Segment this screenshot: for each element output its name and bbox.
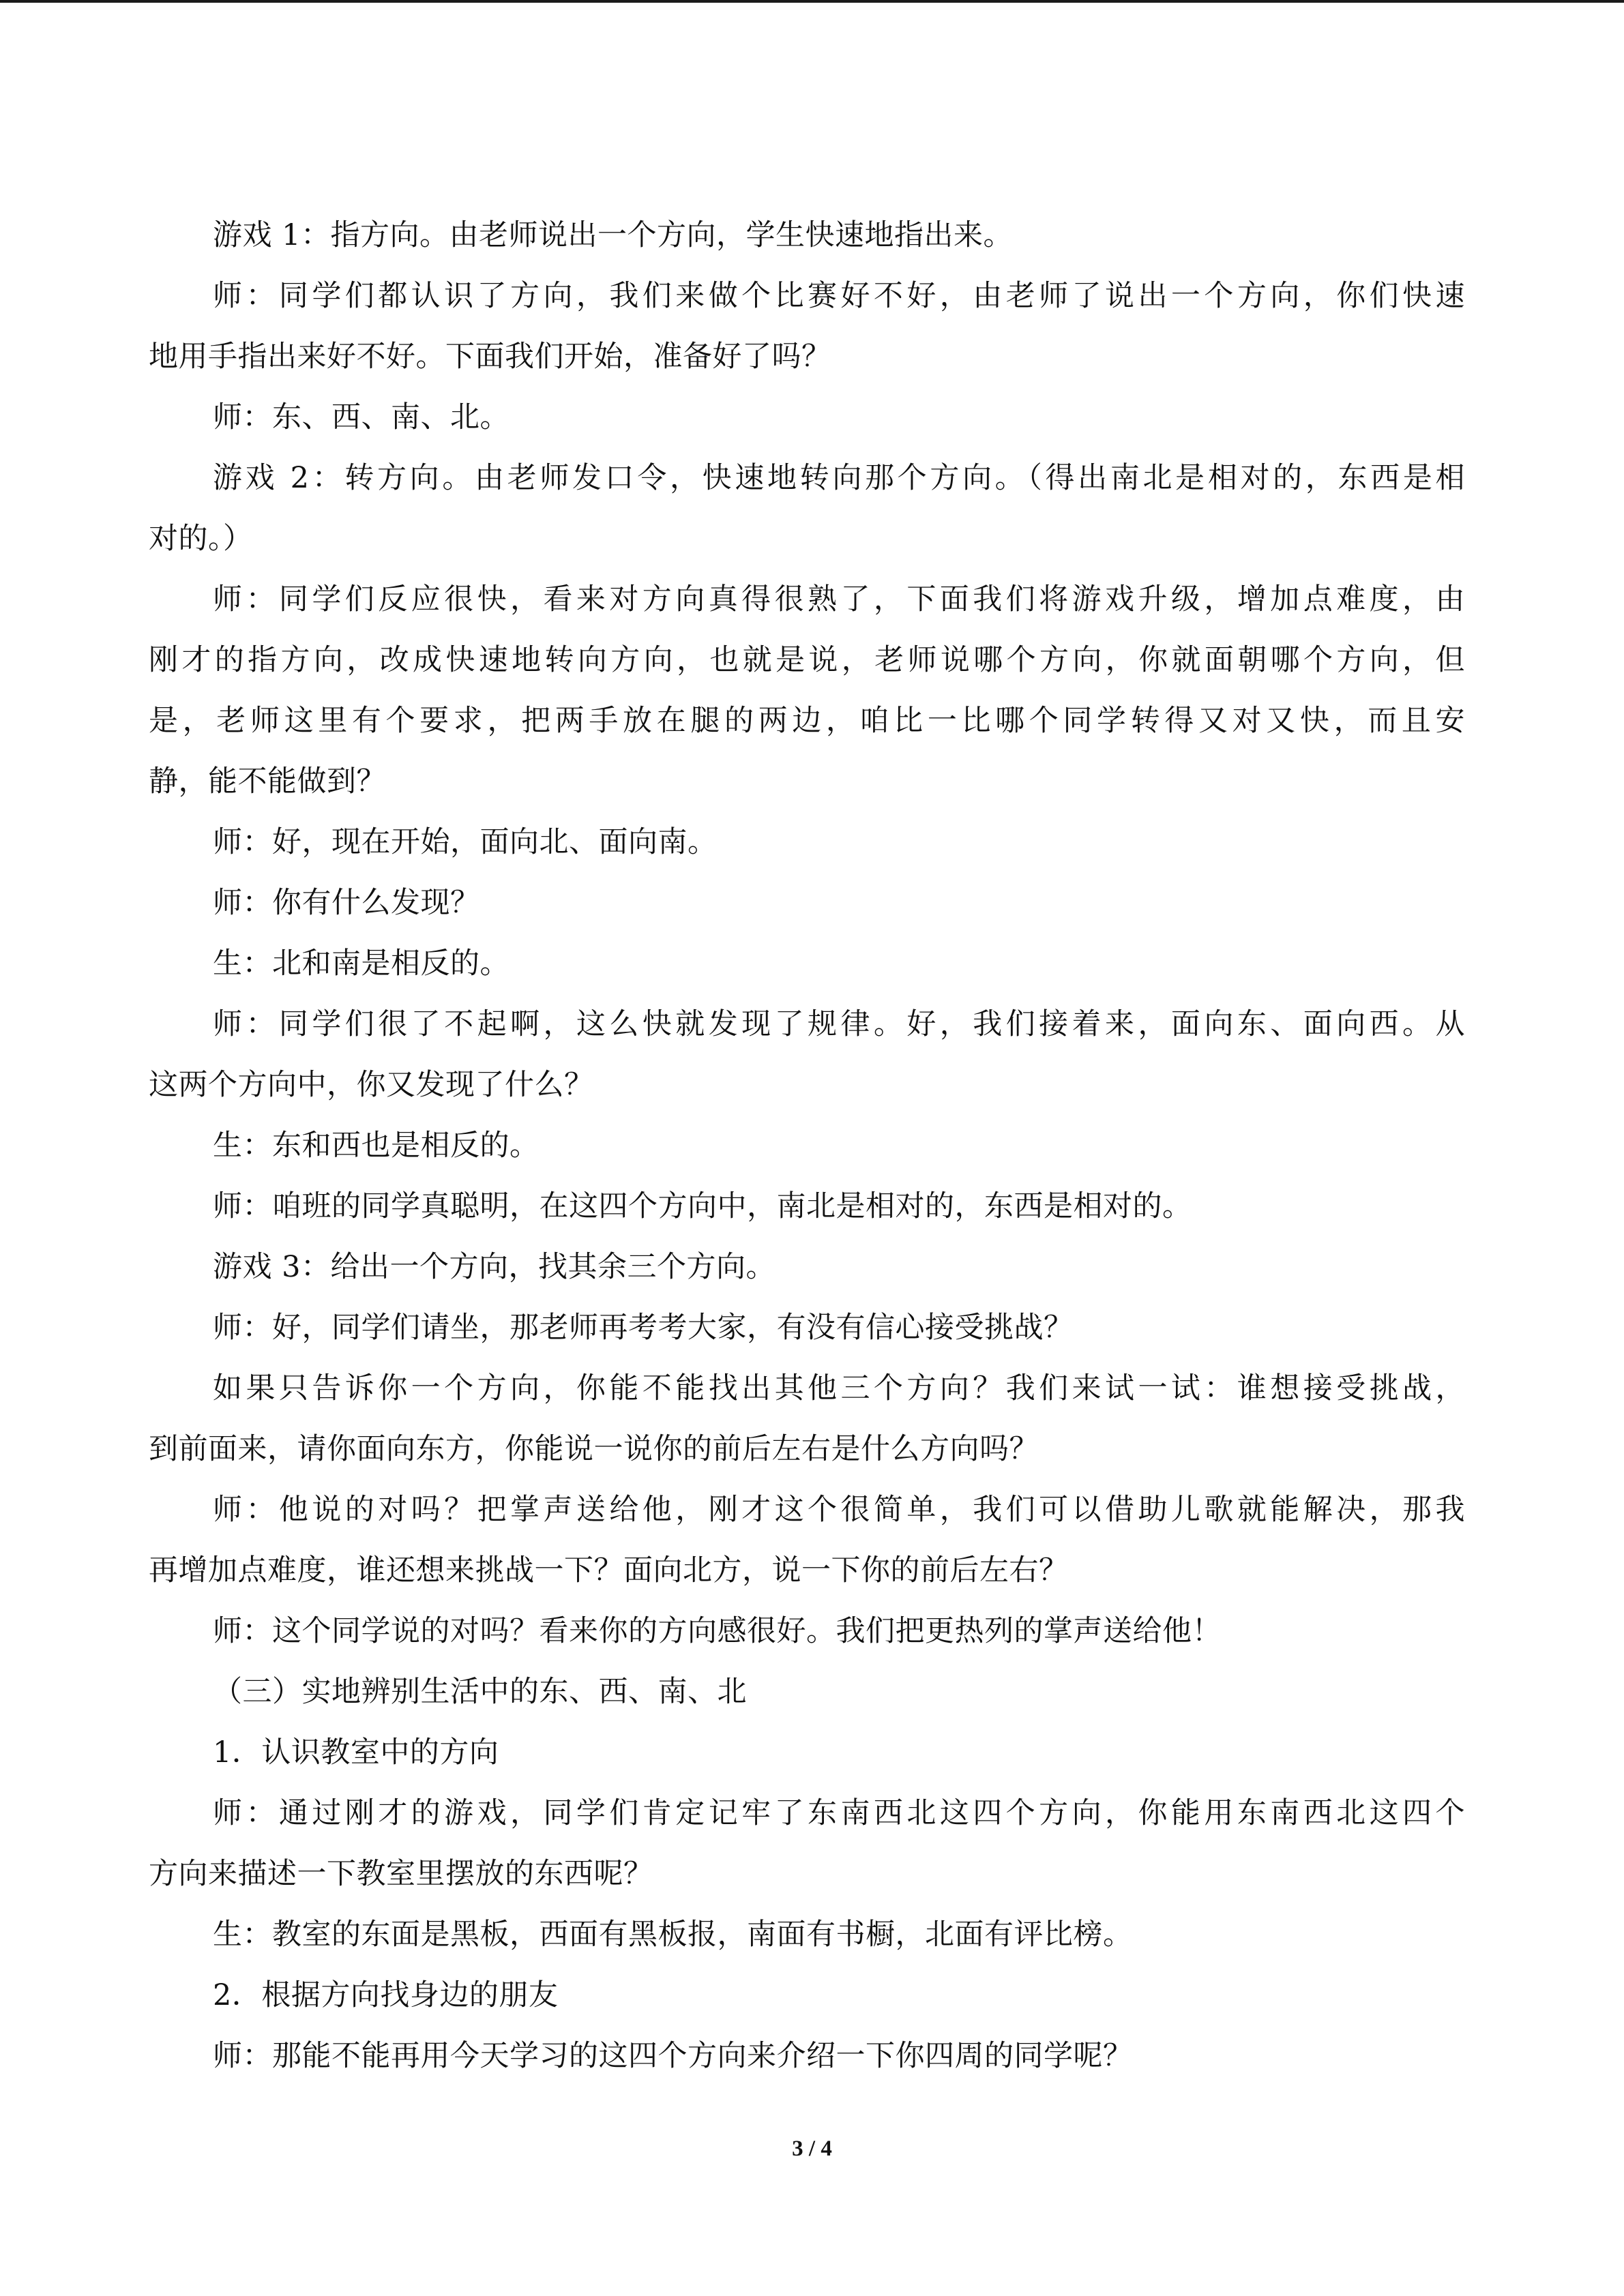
text-line: 师：那能不能再用今天学习的这四个方向来介绍一下你四周的同学呢？	[213, 2039, 1133, 2073]
text-line: 师：这个同学说的对吗？看来你的方向感很好。我们把更热列的掌声送给他！	[213, 1614, 1222, 1648]
text-line: 这两个方向中，你又发现了什么？	[149, 1068, 594, 1102]
text-line: 如果只告诉你一个方向，你能不能找出其他三个方向？我们来试一试：谁想接受挑战，	[213, 1371, 1465, 1405]
text-line: 师：你有什么发现？	[213, 886, 480, 920]
text-line: 是，老师这里有个要求，把两手放在腿的两边，咱比一比哪个同学转得又对又快，而且安	[149, 704, 1465, 738]
text-line: 生：北和南是相反的。	[213, 946, 510, 981]
top-border-line	[0, 0, 1624, 3]
text-line: 师：通过刚才的游戏，同学们肯定记牢了东南西北这四个方向，你能用东南西北这四个	[213, 1796, 1465, 1830]
text-line: 游戏 2：转方向。由老师发口令，快速地转向那个方向。（得出南北是相对的，东西是相	[213, 461, 1465, 495]
text-line: 师：他说的对吗？把掌声送给他，刚才这个很简单，我们可以借助儿歌就能解决，那我	[213, 1493, 1465, 1527]
text-line: 生：东和西也是相反的。	[213, 1129, 540, 1163]
text-line: 师：东、西、南、北。	[213, 400, 510, 434]
text-line: （三）实地辨别生活中的东、西、南、北	[213, 1675, 747, 1709]
text-line: 师：好，现在开始，面向北、面向南。	[213, 825, 718, 859]
text-line: 师：同学们很了不起啊，这么快就发现了规律。好，我们接着来，面向东、面向西。从	[213, 1007, 1465, 1041]
text-line: 师：好，同学们请坐，那老师再考考大家，有没有信心接受挑战？	[213, 1311, 1074, 1345]
document-body	[149, 205, 1465, 2087]
text-line: 师：同学们都认识了方向，我们来做个比赛好不好，由老师了说出一个方向，你们快速	[213, 279, 1465, 313]
text-line: 静，能不能做到？	[149, 764, 386, 799]
text-line: 生：教室的东面是黑板，西面有黑板报，南面有书橱，北面有评比榜。	[213, 1918, 1133, 1952]
text-line: 再增加点难度，谁还想来挑战一下？面向北方，说一下你的前后左右？	[149, 1553, 1069, 1587]
text-line: 方向来描述一下教室里摆放的东西呢？	[149, 1857, 653, 1891]
text-line: 游戏 1：指方向。由老师说出一个方向，学生快速地指出来。	[213, 218, 1014, 252]
text-line: 2．根据方向找身边的朋友	[213, 1978, 559, 2012]
text-line: 师：同学们反应很快，看来对方向真得很熟了，下面我们将游戏升级，增加点难度，由	[213, 582, 1465, 616]
text-line: 师：咱班的同学真聪明，在这四个方向中，南北是相对的，东西是相对的。	[213, 1189, 1192, 1223]
text-line: 对的。）	[149, 522, 253, 556]
text-line: 刚才的指方向，改成快速地转向方向，也就是说，老师说哪个方向，你就面朝哪个方向，但	[149, 643, 1465, 677]
text-line: 1．认识教室中的方向	[213, 1735, 499, 1770]
text-line: 到前面来，请你面向东方，你能说一说你的前后左右是什么方向吗？	[149, 1432, 1039, 1466]
text-line: 地用手指出来好不好。下面我们开始，准备好了吗？	[149, 340, 831, 374]
page-number: 3 / 4	[792, 2136, 832, 2161]
text-line: 游戏 3：给出一个方向，找其余三个方向。	[213, 1250, 776, 1284]
